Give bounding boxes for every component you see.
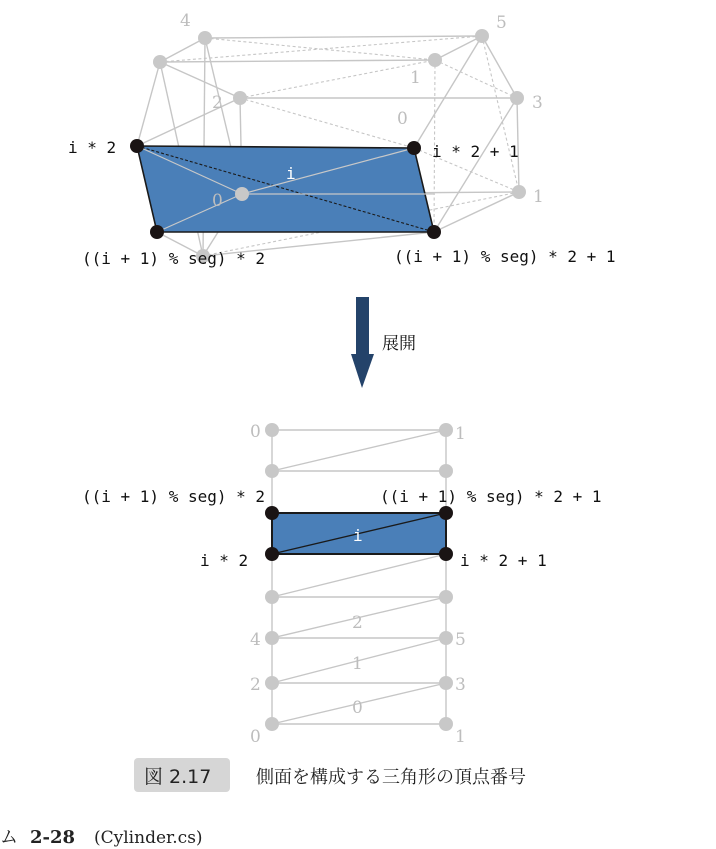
strip-label-next-times-2: ((i + 1) % seg) * 2	[82, 487, 266, 506]
figure-caption	[134, 758, 526, 792]
strip-gray-vertices	[265, 423, 453, 731]
strip-label-i-times-2-plus-1: i * 2 + 1	[460, 551, 547, 570]
strip-number-0-top: 0	[250, 422, 261, 442]
figure-number: 図 2.17	[144, 766, 212, 788]
strip-row-number-0: 0	[352, 698, 363, 718]
gray-number-4: 4	[180, 11, 191, 31]
strip-vertex-top-right	[439, 506, 453, 520]
label-i-times-2-plus-1: i * 2 + 1	[432, 142, 519, 161]
label-i-times-2: i * 2	[68, 138, 117, 157]
strip-number-2: 2	[250, 675, 261, 695]
listing-file: (Cylinder.cs)	[94, 828, 203, 848]
label-next-times-2-plus-1: ((i + 1) % seg) * 2 + 1	[394, 247, 616, 266]
unfold-label: 展開	[382, 334, 416, 354]
bottom-face-label: i	[353, 526, 363, 545]
strip-row-number-2: 2	[352, 613, 363, 633]
vertex-bottom-right	[427, 225, 441, 239]
listing-prefix: ム	[0, 827, 18, 848]
strip-label-i-times-2: i * 2	[200, 551, 249, 570]
label-next-times-2: ((i + 1) % seg) * 2	[82, 249, 266, 268]
strip-number-1-top: 1	[455, 424, 466, 444]
strip-number-3: 3	[455, 675, 466, 695]
gray-number-0-front: 0	[212, 191, 223, 211]
bottom-diagram	[82, 422, 602, 747]
strip-vertex-bottom-left	[265, 547, 279, 561]
listing-number: 2-28	[30, 827, 76, 848]
listing-footer	[0, 827, 203, 848]
strip-number-5: 5	[455, 630, 466, 650]
strip-vertex-bottom-right	[439, 547, 453, 561]
unfold-arrow	[351, 297, 416, 388]
strip-number-1-bottom: 1	[455, 727, 466, 747]
strip-number-0-bottom: 0	[250, 727, 261, 747]
strip-row-number-1: 1	[352, 654, 363, 674]
gray-number-1-top: 1	[410, 68, 421, 88]
gray-number-1-front: 1	[533, 187, 544, 207]
top-face-label: i	[286, 164, 296, 183]
gray-number-3: 3	[532, 93, 543, 113]
gray-number-0-back: 0	[397, 109, 408, 129]
vertex-top-left	[130, 139, 144, 153]
strip-vertex-top-left	[265, 506, 279, 520]
strip-label-next-times-2-plus-1: ((i + 1) % seg) * 2 + 1	[380, 487, 602, 506]
vertex-bottom-left	[150, 225, 164, 239]
strip-number-4: 4	[250, 630, 261, 650]
caption-text: 側面を構成する三角形の頂点番号	[256, 767, 526, 788]
gray-number-2: 2	[212, 93, 223, 113]
gray-number-5: 5	[496, 13, 507, 33]
vertex-top-right	[407, 141, 421, 155]
top-diagram	[68, 11, 616, 268]
